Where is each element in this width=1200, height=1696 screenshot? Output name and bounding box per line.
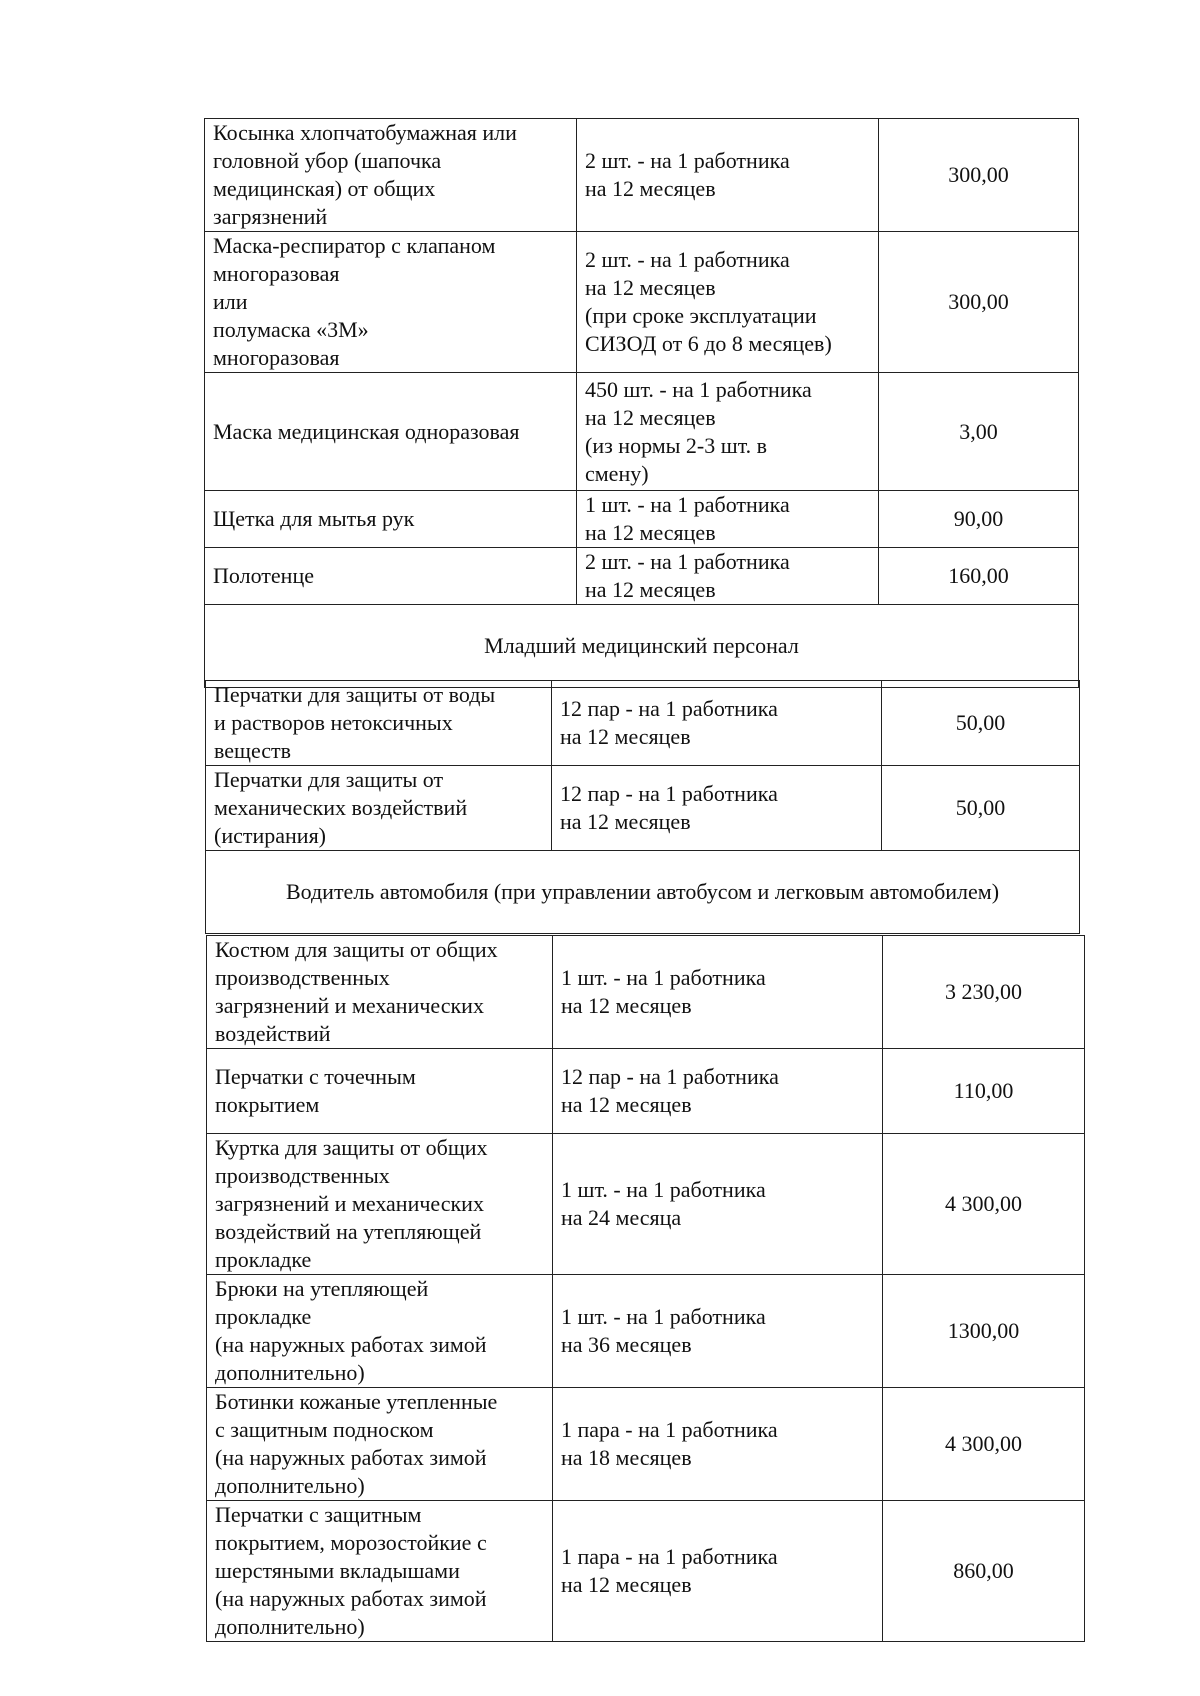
item-cell: Брюки на утепляющей прокладке (на наружных работах зимой дополнительно) bbox=[207, 1275, 553, 1388]
price-cell: 50,00 bbox=[882, 681, 1080, 766]
norm-cell: 1 шт. - на 1 работника на 12 месяцев bbox=[553, 936, 883, 1049]
norm-cell: 2 шт. - на 1 работника на 12 месяцев bbox=[577, 548, 879, 605]
price-cell: 50,00 bbox=[882, 766, 1080, 851]
price-cell: 90,00 bbox=[879, 491, 1079, 548]
table-row bbox=[206, 766, 1080, 851]
table-row bbox=[205, 373, 1079, 491]
item-cell: Куртка для защиты от общих производственных загрязнений и механических воздействий на утепляющей прокладке bbox=[207, 1134, 553, 1275]
price-cell: 4 300,00 bbox=[883, 1388, 1085, 1501]
price-cell: 110,00 bbox=[883, 1049, 1085, 1134]
section-heading-row bbox=[205, 605, 1079, 688]
table-row bbox=[206, 681, 1080, 766]
norm-cell: 1 шт. - на 1 работника на 24 месяца bbox=[553, 1134, 883, 1275]
section-heading-driver: Водитель автомобиля (при управлении автобусом и легковым автомобилем) bbox=[206, 851, 1080, 934]
norm-cell: 450 шт. - на 1 работника на 12 месяцев (из нормы 2-3 шт. в смену) bbox=[577, 373, 879, 491]
item-cell: Костюм для защиты от общих производственных загрязнений и механических воздействий bbox=[207, 936, 553, 1049]
item-cell: Перчатки для защиты от воды и растворов нетоксичных веществ bbox=[206, 681, 552, 766]
price-cell: 1300,00 bbox=[883, 1275, 1085, 1388]
price-cell: 3 230,00 bbox=[883, 936, 1085, 1049]
price-cell: 300,00 bbox=[879, 232, 1079, 373]
item-cell: Маска медицинская одноразовая bbox=[205, 373, 577, 491]
table-row bbox=[205, 491, 1079, 548]
item-cell: Косынка хлопчатобумажная или головной убор (шапочка медицинская) от общих загрязнений bbox=[205, 119, 577, 232]
table-row bbox=[205, 119, 1079, 232]
table-row bbox=[205, 232, 1079, 373]
norm-cell: 2 шт. - на 1 работника на 12 месяцев (при сроке эксплуатации СИЗОД от 6 до 8 месяцев) bbox=[577, 232, 879, 373]
table-row bbox=[207, 1134, 1085, 1275]
item-cell: Перчатки с защитным покрытием, морозостойкие с шерстяными вкладышами (на наружных работах зимой дополнительно) bbox=[207, 1501, 553, 1642]
item-cell: Щетка для мытья рук bbox=[205, 491, 577, 548]
norm-cell: 1 пара - на 1 работника на 12 месяцев bbox=[553, 1501, 883, 1642]
price-cell: 860,00 bbox=[883, 1501, 1085, 1642]
norm-cell: 1 шт. - на 1 работника на 12 месяцев bbox=[577, 491, 879, 548]
item-cell: Перчатки с точечным покрытием bbox=[207, 1049, 553, 1134]
price-cell: 300,00 bbox=[879, 119, 1079, 232]
table-row bbox=[207, 1388, 1085, 1501]
ppe-table-top bbox=[204, 118, 1079, 688]
table-row bbox=[207, 936, 1085, 1049]
table-row bbox=[207, 1275, 1085, 1388]
norm-cell: 2 шт. - на 1 работника на 12 месяцев bbox=[577, 119, 879, 232]
price-cell: 4 300,00 bbox=[883, 1134, 1085, 1275]
item-cell: Маска-респиратор с клапаном многоразовая или полумаска «3М» многоразовая bbox=[205, 232, 577, 373]
table-row bbox=[207, 1501, 1085, 1642]
item-cell: Ботинки кожаные утепленные с защитным подноском (на наружных работах зимой дополнительно) bbox=[207, 1388, 553, 1501]
item-cell: Полотенце bbox=[205, 548, 577, 605]
price-cell: 3,00 bbox=[879, 373, 1079, 491]
norm-cell: 1 шт. - на 1 работника на 36 месяцев bbox=[553, 1275, 883, 1388]
section-heading-row bbox=[206, 851, 1080, 934]
ppe-table-junior bbox=[205, 680, 1080, 934]
item-cell: Перчатки для защиты от механических воздействий (истирания) bbox=[206, 766, 552, 851]
norm-cell: 1 пара - на 1 работника на 18 месяцев bbox=[553, 1388, 883, 1501]
norm-cell: 12 пар - на 1 работника на 12 месяцев bbox=[552, 681, 882, 766]
norm-cell: 12 пар - на 1 работника на 12 месяцев bbox=[553, 1049, 883, 1134]
table-row bbox=[205, 548, 1079, 605]
norm-cell: 12 пар - на 1 работника на 12 месяцев bbox=[552, 766, 882, 851]
ppe-table-driver bbox=[206, 935, 1085, 1642]
table-row bbox=[207, 1049, 1085, 1134]
price-cell: 160,00 bbox=[879, 548, 1079, 605]
section-heading-junior: Младший медицинский персонал bbox=[205, 605, 1079, 688]
